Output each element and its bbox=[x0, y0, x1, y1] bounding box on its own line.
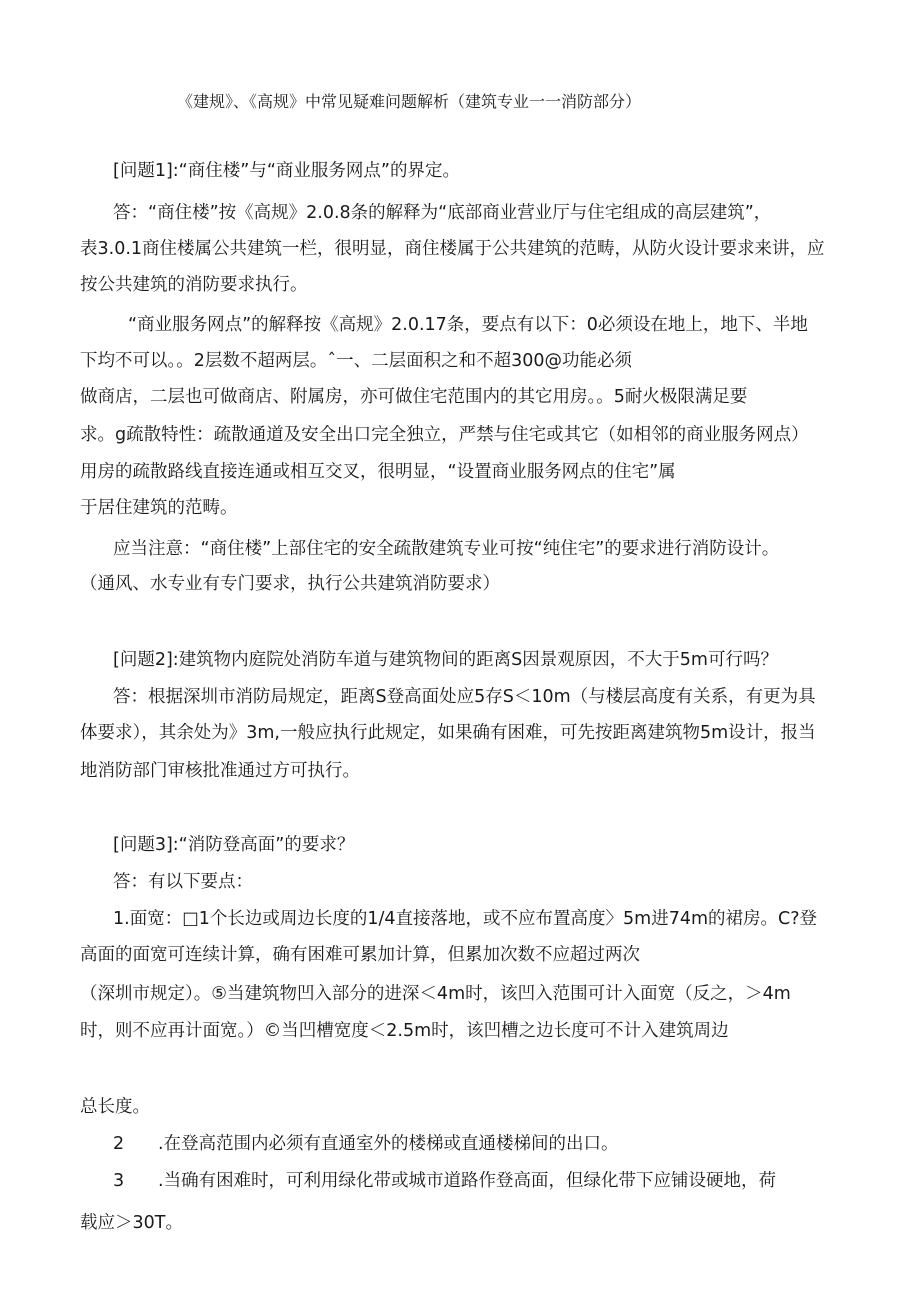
paragraph-line: 用房的疏散路线直接连通或相互交叉，很明显，“设置商业服务网点的住宅”属 bbox=[80, 462, 676, 482]
paragraph-line: 于居住建筑的范畴。 bbox=[80, 498, 238, 518]
paragraph-line: 表3.0.1商住楼属公共建筑一栏，很明显，商住楼属于公共建筑的范畴，从防火设计要求来讲，应 bbox=[80, 239, 825, 259]
paragraph-line: 按公共建筑的消防要求执行。 bbox=[80, 275, 308, 295]
paragraph-line: 体要求），其余处为》3m,一般应执行此规定，如果确有困难，可先按距离建筑物5m设计，报当 bbox=[80, 723, 816, 743]
question-3-heading: [问题3]:“消防登高面”的要求？ bbox=[113, 835, 355, 855]
document-title: 《建规》、《高规》中常见疑难问题解析（建筑专业一一消防部分） bbox=[177, 92, 642, 111]
paragraph-line: 地消防部门审核批准通过方可执行。 bbox=[80, 761, 360, 781]
list-number: 3 bbox=[113, 1171, 125, 1191]
paragraph-line: （通风、水专业有专门要求，执行公共建筑消防要求） bbox=[80, 574, 500, 594]
paragraph-line: 求。g疏散特性：疏散通道及安全出口完全独立，严禁与住宅或其它（如相邻的商业服务网点） bbox=[80, 425, 809, 445]
paragraph-line: 做商店，二层也可做商店、附属房，亦可做住宅范围内的其它用房。。5耐火极限满足要 bbox=[80, 387, 748, 407]
paragraph-line: 下均不可以。。2层数不超两层。ˆ一、二层面积之和不超300@功能必须 bbox=[80, 351, 633, 371]
paragraph-line: 答：根据深圳市消防局规定，距离S登高面处应5存S＜10m（与楼层高度有关系，有更为具 bbox=[113, 687, 816, 707]
paragraph-line: 时，则不应再计面宽。）©当凹槽宽度＜2.5m时，该凹槽之边长度可不计入建筑周边 bbox=[80, 1021, 729, 1041]
paragraph-line: 载应＞30T。 bbox=[80, 1213, 183, 1233]
paragraph-line: 答：有以下要点： bbox=[113, 872, 253, 892]
paragraph-line: 高面的面宽可连续计算，确有困难可累加计算，但累加次数不应超过两次 bbox=[80, 945, 640, 965]
paragraph-line: “商业服务网点”的解释按《高规》2.0.17条，要点有以下：0必须设在地上，地下、半地 bbox=[128, 315, 808, 335]
paragraph-line: （深圳市规定）。⑤当建筑物凹入部分的进深＜4m时，该凹入范围可计入面宽（反之，＞4m bbox=[80, 984, 791, 1004]
list-item: .在登高范围内必须有直通室外的楼梯或直通楼梯间的出口。 bbox=[158, 1134, 619, 1154]
list-number: 2 bbox=[113, 1134, 125, 1154]
list-item: .当确有困难时，可利用绿化带或城市道路作登高面，但绿化带下应铺设硬地，荷 bbox=[158, 1171, 777, 1191]
paragraph-line: 应当注意：“商住楼”上部住宅的安全疏散建筑专业可按“纯住宅”的要求进行消防设计。 bbox=[113, 539, 780, 559]
question-1-heading: [问题1]:“商住楼”与“商业服务网点”的界定。 bbox=[113, 161, 460, 181]
paragraph-line: 1.面宽：□1个长边或周边长度的1/4直接落地，或不应布置高度〉5m进74m的裙房。C?登 bbox=[113, 909, 818, 929]
paragraph-line: 答：“商住楼”按《高规》2.0.8条的解释为“底部商业营业厅与住宅组成的高层建筑”， bbox=[113, 203, 772, 223]
question-2-heading: [问题2]:建筑物内庭院处消防车道与建筑物间的距离S因景观原因，不大于5m可行吗？ bbox=[113, 650, 778, 670]
paragraph-line: 总长度。 bbox=[80, 1097, 150, 1117]
